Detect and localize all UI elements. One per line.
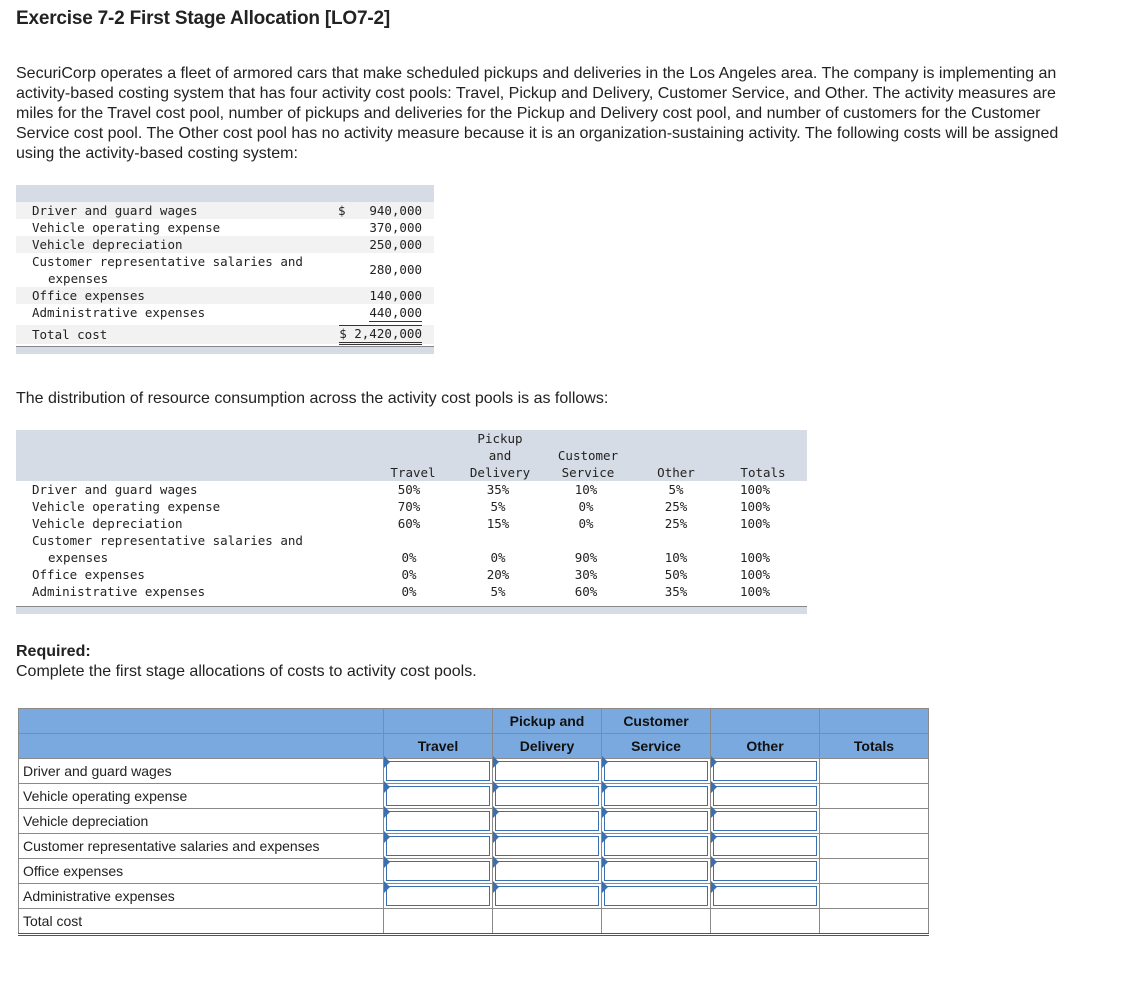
travel-input[interactable] xyxy=(386,761,490,781)
pct-pickup: 5% xyxy=(490,499,506,514)
input-marker-icon xyxy=(384,831,390,843)
pct-customer: 30% xyxy=(574,567,598,582)
customer-input-cell[interactable] xyxy=(602,884,711,909)
pickup-input[interactable] xyxy=(495,861,599,881)
header-travel: Travel xyxy=(390,465,436,480)
other-input[interactable] xyxy=(713,786,817,806)
pct-customer: 0% xyxy=(578,516,594,531)
answer-row-label: Vehicle operating expense xyxy=(19,784,384,809)
pct-pickup: 15% xyxy=(486,516,510,531)
input-marker-icon xyxy=(493,881,499,893)
travel-input-cell[interactable] xyxy=(384,859,493,884)
answer-row-label: Office expenses xyxy=(19,859,384,884)
pickup-input-cell[interactable] xyxy=(493,809,602,834)
customer-input[interactable] xyxy=(604,811,708,831)
other-input[interactable] xyxy=(713,861,817,881)
pct-pickup: 35% xyxy=(486,482,510,497)
answer-header-totals: Totals xyxy=(820,734,929,759)
input-marker-icon xyxy=(384,856,390,868)
row-label: Administrative expenses xyxy=(32,584,206,599)
answer-row-label: Vehicle depreciation xyxy=(19,809,384,834)
table-row xyxy=(16,566,807,583)
other-input[interactable] xyxy=(713,811,817,831)
table-row xyxy=(19,759,929,784)
table-row xyxy=(19,859,929,884)
travel-input-cell[interactable] xyxy=(384,784,493,809)
header-blank xyxy=(19,709,384,734)
row-label-line2: expenses xyxy=(48,550,109,565)
header-customer xyxy=(552,447,624,481)
table-row xyxy=(19,809,929,834)
pct-travel: 0% xyxy=(401,550,417,565)
total-totals-cell xyxy=(820,909,929,935)
pct-customer: 60% xyxy=(574,584,598,599)
other-input-cell[interactable] xyxy=(711,784,820,809)
cost-amount: 940,000 xyxy=(369,203,422,218)
totals-cell xyxy=(820,809,929,834)
intro-paragraph: SecuriCorp operates a fleet of armored cars that make scheduled pickups and deliveries in the Los Angeles area. The company is implementing an activity-based costing system that has four activity cost pools: Travel, Pickup and Delivery, Customer Service, and Other. The activity measures are miles for the Travel cost pool, number of pickups and deliveries for the Pickup and Delivery cost pool, and number of customers for the Customer Service cost pool. The Other cost pool has no activity measure because it is an organization-sustaining activity. The following costs will be assigned using the activity-based costing system: xyxy=(16,65,1059,162)
header-pickup xyxy=(464,430,536,481)
input-marker-icon xyxy=(493,856,499,868)
answer-row-label: Administrative expenses xyxy=(19,884,384,909)
table-row xyxy=(16,287,434,304)
total-row xyxy=(16,325,434,344)
pickup-input[interactable] xyxy=(495,836,599,856)
table-row xyxy=(19,784,929,809)
pct-travel: 0% xyxy=(401,584,417,599)
dollar-sign: $ xyxy=(338,203,346,218)
row-label-line1: Customer representative salaries and xyxy=(32,533,303,548)
input-marker-icon xyxy=(602,856,608,868)
totals-cell xyxy=(820,759,929,784)
total-other-cell xyxy=(711,909,820,935)
answer-header-pickup-line1: Pickup and xyxy=(493,709,602,734)
answer-row-label: Driver and guard wages xyxy=(19,759,384,784)
pct-travel: 70% xyxy=(397,499,421,514)
required-text: Complete the first stage allocations of costs to activity cost pools. xyxy=(16,663,477,680)
total-travel-cell xyxy=(384,909,493,935)
pct-other: 10% xyxy=(664,550,688,565)
input-marker-icon xyxy=(711,856,717,868)
cost-table xyxy=(16,185,434,354)
table-footer-band xyxy=(16,606,807,614)
cost-label: Administrative expenses xyxy=(32,305,206,320)
header-customer-line1: Customer xyxy=(557,448,619,463)
pct-travel: 0% xyxy=(401,567,417,582)
input-marker-icon xyxy=(711,881,717,893)
input-marker-icon xyxy=(711,756,717,768)
pct-travel: 60% xyxy=(397,516,421,531)
pct-other: 50% xyxy=(664,567,688,582)
totals-cell xyxy=(820,884,929,909)
table-row xyxy=(16,219,434,236)
pct-totals: 100% xyxy=(739,567,771,582)
other-input-cell[interactable] xyxy=(711,834,820,859)
travel-input[interactable] xyxy=(386,861,490,881)
distribution-intro: The distribution of resource consumption across the activity cost pools is as follows: xyxy=(16,390,609,407)
cost-label-line2: expenses xyxy=(48,271,109,286)
input-marker-icon xyxy=(711,831,717,843)
answer-header-row-1 xyxy=(19,709,929,734)
travel-input[interactable] xyxy=(386,811,490,831)
total-customer-cell xyxy=(602,909,711,935)
travel-input-cell[interactable] xyxy=(384,884,493,909)
input-marker-icon xyxy=(602,881,608,893)
travel-input-cell[interactable] xyxy=(384,834,493,859)
customer-input-cell[interactable] xyxy=(602,809,711,834)
pct-other: 25% xyxy=(664,499,688,514)
pct-other: 25% xyxy=(664,516,688,531)
pickup-input[interactable] xyxy=(495,761,599,781)
header-blank-other xyxy=(711,709,820,734)
table-row xyxy=(16,583,807,600)
table-header xyxy=(16,430,807,481)
cost-amount-underlined: 440,000 xyxy=(369,305,422,320)
pickup-input[interactable] xyxy=(495,811,599,831)
header-customer-line2: Service xyxy=(561,465,615,480)
travel-input-cell[interactable] xyxy=(384,759,493,784)
pct-travel: 50% xyxy=(397,482,421,497)
header-other: Other xyxy=(657,465,695,480)
table-row xyxy=(16,515,807,532)
other-input[interactable] xyxy=(713,836,817,856)
customer-input-cell[interactable] xyxy=(602,784,711,809)
input-marker-icon xyxy=(493,756,499,768)
answer-header-other: Other xyxy=(711,734,820,759)
answer-table xyxy=(18,708,929,936)
required-section xyxy=(16,642,477,682)
cost-label: Vehicle depreciation xyxy=(32,237,183,252)
pct-other: 35% xyxy=(664,584,688,599)
customer-input[interactable] xyxy=(604,761,708,781)
cost-label: Office expenses xyxy=(32,288,145,303)
required-heading: Required: xyxy=(16,643,91,660)
totals-cell xyxy=(820,784,929,809)
customer-input-cell[interactable] xyxy=(602,859,711,884)
pct-totals: 100% xyxy=(739,584,771,599)
travel-input-cell[interactable] xyxy=(384,809,493,834)
answer-header-customer-line1: Customer xyxy=(602,709,711,734)
row-label xyxy=(32,532,362,566)
pct-totals: 100% xyxy=(739,482,771,497)
customer-input-cell[interactable] xyxy=(602,759,711,784)
travel-input[interactable] xyxy=(386,886,490,906)
input-marker-icon xyxy=(711,781,717,793)
cost-label: Driver and guard wages xyxy=(32,203,198,218)
cost-amount: 250,000 xyxy=(369,237,422,252)
cost-amount: 280,000 xyxy=(369,262,422,277)
pct-pickup: 20% xyxy=(486,567,510,582)
customer-input[interactable] xyxy=(604,886,708,906)
pct-totals: 100% xyxy=(739,516,771,531)
pct-totals: 100% xyxy=(739,499,771,514)
pct-totals: 100% xyxy=(739,550,771,565)
distribution-table xyxy=(16,430,807,614)
total-amount: $ 2,420,000 xyxy=(339,325,422,345)
table-row xyxy=(16,236,434,253)
other-input[interactable] xyxy=(713,761,817,781)
pickup-input[interactable] xyxy=(495,786,599,806)
pct-other: 5% xyxy=(668,482,684,497)
answer-header-customer-line2: Service xyxy=(602,734,711,759)
customer-input[interactable] xyxy=(604,836,708,856)
table-row xyxy=(19,834,929,859)
pickup-input-cell[interactable] xyxy=(493,784,602,809)
input-marker-icon xyxy=(711,806,717,818)
travel-input[interactable] xyxy=(386,836,490,856)
cost-label xyxy=(32,253,332,287)
other-input-cell[interactable] xyxy=(711,884,820,909)
input-marker-icon xyxy=(602,781,608,793)
other-input-cell[interactable] xyxy=(711,809,820,834)
other-input[interactable] xyxy=(713,886,817,906)
row-label: Vehicle depreciation xyxy=(32,516,183,531)
other-input-cell[interactable] xyxy=(711,859,820,884)
answer-row-label: Customer representative salaries and expenses xyxy=(19,834,384,859)
answer-header-row-2 xyxy=(19,734,929,759)
pct-customer: 0% xyxy=(578,499,594,514)
header-pickup-line1: Pickup xyxy=(477,431,523,446)
table-row xyxy=(16,304,434,321)
cost-label-line1: Customer representative salaries and xyxy=(32,254,303,269)
pickup-input-cell[interactable] xyxy=(493,759,602,784)
cost-label: Vehicle operating expense xyxy=(32,220,221,235)
totals-cell xyxy=(820,834,929,859)
input-marker-icon xyxy=(602,831,608,843)
header-pickup-line2: and xyxy=(488,448,512,463)
cost-amount: 140,000 xyxy=(369,288,422,303)
other-input-cell[interactable] xyxy=(711,759,820,784)
total-row xyxy=(19,909,929,935)
customer-input[interactable] xyxy=(604,861,708,881)
answer-header-pickup-line2: Delivery xyxy=(493,734,602,759)
input-marker-icon xyxy=(602,806,608,818)
row-label: Office expenses xyxy=(32,567,145,582)
total-label: Total cost xyxy=(19,909,384,935)
table-row xyxy=(16,532,807,566)
table-row xyxy=(16,202,434,219)
total-pickup-cell xyxy=(493,909,602,935)
pct-customer: 90% xyxy=(574,550,598,565)
input-marker-icon xyxy=(602,756,608,768)
answer-header-travel: Travel xyxy=(384,734,493,759)
header-totals: Totals xyxy=(740,465,786,480)
table-row xyxy=(16,498,807,515)
header-blank-totals xyxy=(820,709,929,734)
pickup-input[interactable] xyxy=(495,886,599,906)
table-footer-band xyxy=(16,346,434,354)
table-header-band xyxy=(16,185,434,202)
table-row xyxy=(19,884,929,909)
total-label: Total cost xyxy=(32,327,108,342)
input-marker-icon xyxy=(384,756,390,768)
header-blank-travel xyxy=(384,709,493,734)
input-marker-icon xyxy=(493,806,499,818)
customer-input-cell[interactable] xyxy=(602,834,711,859)
customer-input[interactable] xyxy=(604,786,708,806)
cost-amount: 370,000 xyxy=(369,220,422,235)
input-marker-icon xyxy=(384,781,390,793)
input-marker-icon xyxy=(493,781,499,793)
pct-pickup: 5% xyxy=(490,584,506,599)
input-marker-icon xyxy=(384,806,390,818)
table-row xyxy=(16,481,807,498)
pickup-input-cell[interactable] xyxy=(493,884,602,909)
row-label: Driver and guard wages xyxy=(32,482,198,497)
pickup-input-cell[interactable] xyxy=(493,834,602,859)
row-label: Vehicle operating expense xyxy=(32,499,221,514)
table-row xyxy=(16,253,434,287)
header-pickup-line3: Delivery xyxy=(469,465,531,480)
travel-input[interactable] xyxy=(386,786,490,806)
pickup-input-cell[interactable] xyxy=(493,859,602,884)
pct-pickup: 0% xyxy=(490,550,506,565)
page-title: Exercise 7-2 First Stage Allocation [LO7-2] xyxy=(16,8,390,29)
totals-cell xyxy=(820,859,929,884)
cost-amount xyxy=(369,304,422,322)
pct-customer: 10% xyxy=(574,482,598,497)
input-marker-icon xyxy=(493,831,499,843)
input-marker-icon xyxy=(384,881,390,893)
header-blank xyxy=(19,734,384,759)
